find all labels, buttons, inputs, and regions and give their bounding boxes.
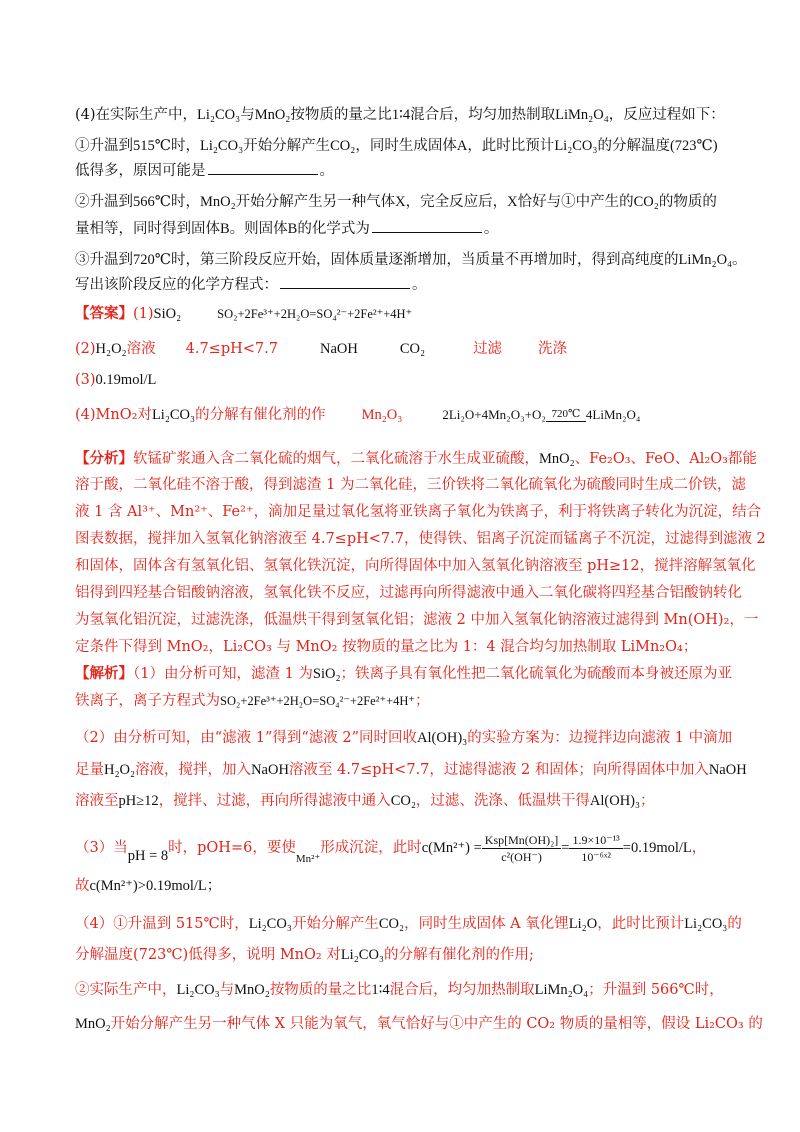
answer-line-1 <box>75 304 735 324</box>
explain-line-5 <box>75 791 735 811</box>
text: ②实际生产中， <box>75 982 177 998</box>
text: 洗涤 <box>538 341 568 357</box>
text: ③升温到 <box>75 252 133 268</box>
greater-than: > <box>137 878 146 894</box>
text: 按物质的量之比 <box>269 982 372 998</box>
analysis-label: 【分析】 <box>75 450 133 467</box>
formula-mn2plus: Mn²⁺ <box>295 853 321 865</box>
analysis-line-5 <box>75 556 756 576</box>
text: 的分解有催化剂的作 <box>195 407 326 423</box>
answer-blank[interactable] <box>208 160 318 175</box>
concentration-mn: c(Mn²⁺) = <box>421 840 482 856</box>
analysis-line-3 <box>75 502 762 522</box>
explain-line-4 <box>75 760 747 780</box>
text: 与 <box>219 982 235 998</box>
explain-line-3 <box>75 728 735 748</box>
fraction-numerator: Ksp[Mn(OH)₂] <box>482 832 562 849</box>
reaction-arrow <box>546 408 586 422</box>
explain-line-7 <box>75 876 735 896</box>
formula-li2co3: Li₂CO₃ <box>684 916 728 932</box>
analysis-line-8 <box>75 637 735 657</box>
text: ，搅拌、过滤，再向所得滤液中通入 <box>158 793 391 809</box>
text: 为氢氧化铝沉淀，过滤洗涤，低温烘干得到氢氧化铝；滤液 2 中加入氢氧化钠溶液过滤得到 Mn(OH)₂，一 <box>75 612 759 628</box>
gas-x: X <box>507 194 518 210</box>
formula-li2co3: Li₂CO₃ <box>554 138 598 154</box>
q4-step3-cont <box>75 274 735 295</box>
text: （2）由分析可知，由“滤液 1”得到“滤液 2”同时回收 <box>75 730 418 746</box>
formula-li2co3: Li₂CO₃ <box>340 947 384 963</box>
ph-range: 4.7≤pH<7.7 <box>185 341 278 357</box>
answer-blank[interactable] <box>280 274 410 289</box>
formula-aloh3: Al(OH)₃ <box>589 793 641 809</box>
formula-limn2o4: LiMn₂O₄ <box>534 982 589 998</box>
text: 的分解有催化剂的作用; <box>383 947 534 963</box>
formula-naoh: NaOH <box>251 762 289 778</box>
text: 。 <box>732 252 747 268</box>
text: 故 <box>75 878 90 894</box>
answer-line-3 <box>75 370 735 390</box>
text: 液 1 含 Al³⁺、Mn²⁺、Fe²⁺，滴加足量过氧化氢将亚铁离子氧化为铁离子，利于将铁离子转化为沉淀，结合 <box>75 504 762 520</box>
text: 溶液至 <box>75 793 119 809</box>
text: ； <box>640 793 655 809</box>
text: 溶液至 4.7≤pH<7.7，过滤得滤液 2 和固体；向所得固体中加入 <box>288 762 709 778</box>
text: 开始分解产生另一种气体 <box>235 194 396 210</box>
text: (4)在实际生产中， <box>75 107 198 123</box>
fraction-denominator: 10⁻⁶ˣ² <box>581 849 611 864</box>
answer-num: (4)MnO₂对 <box>75 407 152 423</box>
q4-step2-cont <box>75 218 735 239</box>
explain-line-9 <box>75 945 735 965</box>
formula-co2: CO₂ <box>330 138 356 154</box>
text: 时， <box>170 194 200 210</box>
temperature: 566℃ <box>133 194 171 210</box>
answer-line-4 <box>75 405 735 425</box>
formula-co2: CO₂ <box>390 793 416 809</box>
text: （3）当 <box>75 840 128 856</box>
text: 时， <box>170 138 200 154</box>
q4-step3 <box>75 250 747 270</box>
text: 和固体，固体含有氢氧化铝、氢氧化铁沉淀，向所得固体中加入氢氧化钠溶液至 pH≥12，搅拌溶解氢氧化 <box>75 558 756 574</box>
formula-naoh: NaOH <box>708 762 747 778</box>
text: 。 <box>412 277 427 293</box>
text: 开始分解产生另一种气体 X 只能为氧气，氧气恰好与①中产生的 CO₂ 物质的量相等，假设 Li₂CO₃ 的 <box>110 1016 763 1032</box>
text: 量相等，同时得到固体 <box>75 221 220 237</box>
formula-mno2: MnO₂ <box>75 1016 111 1032</box>
reaction-condition: 720℃ <box>551 408 581 420</box>
analysis-line-4 <box>75 529 766 549</box>
answer-value: 0.19mol/L <box>95 372 157 388</box>
fraction-ksp <box>482 832 562 865</box>
answer-num: (1) <box>133 306 154 322</box>
explain-line-6 <box>75 828 735 868</box>
text: 与 <box>240 107 255 123</box>
text: ，过滤、洗涤、低温烘干得 <box>415 793 590 809</box>
formula-co2: CO₂ <box>378 916 405 932</box>
text: ，反应过程如下： <box>608 107 725 123</box>
formula-naoh: NaOH <box>319 341 358 357</box>
ph-condition: pH≥12 <box>118 793 159 809</box>
q4-step1 <box>75 136 735 156</box>
temperature: 720℃ <box>133 252 171 268</box>
answer-equation: SO₂+2Fe³⁺+2H₂O=SO₄²⁻+2Fe²⁺+4H⁺ <box>217 307 413 321</box>
text: 、Fe₂O₃、FeO、Al₂O₃都能 <box>574 451 757 467</box>
text: 。 <box>319 163 334 179</box>
text: 溶于酸，二氧化硅不溶于酸，得到滤渣 1 为二氧化硅，三价铁将二氧化硫氧化为硫酸同时生成二价铁，滤 <box>75 477 746 493</box>
text: ，此时比预计 <box>597 916 685 932</box>
formula-limn2o4: LiMn₂O₄ <box>555 107 609 123</box>
text: 的实验方案为：边搅拌边向滤液 1 中滴加 <box>467 730 733 746</box>
text: ，同时生成固体 A 氧化锂 <box>404 916 569 932</box>
formula-sio2: SiO₂ <box>153 306 182 322</box>
ph-value: pH = 8 <box>127 848 169 864</box>
text: 低得多，原因可能是 <box>75 163 206 179</box>
formula-mno2: MnO₂ <box>254 107 291 123</box>
answer-blank[interactable] <box>372 218 482 233</box>
text: ，完全反应后， <box>405 194 508 210</box>
text: 溶液 <box>126 341 156 357</box>
text: 铁离子，离子方程式为 <box>75 693 220 709</box>
result-value: 0.19mol/L； <box>145 878 222 894</box>
text: 定条件下得到 MnO₂，Li₂CO₃ 与 MnO₂ 按物质的量之比为 1：4 混合均匀加热制取 LiMn₂O₄； <box>75 639 698 655</box>
text: 时，pOH=6，要使 <box>168 840 296 856</box>
ionic-equation: SO₂+2Fe³⁺+2H₂O=SO₄²⁻+2Fe²⁺+4H⁺ <box>220 694 415 708</box>
fraction-denominator: c²(OH⁻) <box>501 849 542 864</box>
explain-line-8 <box>75 914 742 934</box>
text: （4）①升温到 515℃时， <box>75 916 249 932</box>
fraction-numerator: 1.9×10⁻¹³ <box>569 832 622 849</box>
text: ， <box>691 840 707 856</box>
text: 写出该阶段反应的化学方程式： <box>75 277 278 293</box>
analysis-line-6 <box>75 583 742 603</box>
answer-label: 【答案】 <box>75 305 133 322</box>
text: ，同时生成固体 <box>355 138 457 154</box>
text: 按物质的量之比 <box>290 107 392 123</box>
text: 。则固体 <box>229 221 288 237</box>
temperature: 515℃ <box>133 138 171 154</box>
explain-line-1 <box>75 664 735 684</box>
text: ，此时比预计 <box>467 138 555 154</box>
formula-co2: CO₂ <box>399 341 426 357</box>
text: 开始分解产生 <box>243 138 331 154</box>
formula-mno2: MnO₂ <box>199 194 236 210</box>
q4-step1-cont <box>75 160 735 181</box>
text: （1）由分析可知，滤渣 1 为 <box>133 666 313 682</box>
equation-left: 2Li₂O+4Mn₂O₃+O₂ <box>442 407 546 422</box>
text: 混合后，均匀加热制取 <box>410 107 556 123</box>
formula-co2: CO₂ <box>633 194 659 210</box>
text: 分解温度(723℃)低得多，说明 MnO₂ 对 <box>75 947 341 963</box>
explain-label: 【解析】 <box>75 665 133 682</box>
q4-step2 <box>75 192 735 212</box>
text: 的 <box>727 916 742 932</box>
text: 开始分解产生 <box>291 916 379 932</box>
fraction-value <box>569 832 622 865</box>
q4-intro <box>75 105 735 125</box>
text: 的化学式为 <box>297 221 370 237</box>
text: 形成沉淀，此时 <box>320 840 422 856</box>
text: 溶液，搅拌，加入 <box>135 762 252 778</box>
solid-b: B <box>287 221 298 237</box>
formula-aloh3: Al(OH)₃ <box>417 730 468 746</box>
text: ①升温到 <box>75 138 133 154</box>
text: ； <box>415 693 430 709</box>
answer-num: (3) <box>75 372 96 388</box>
text: ；铁离子具有氧化性把二氧化硫氧化为硫酸而本身被还原为亚 <box>340 666 733 682</box>
formula-h2o2: H₂O₂ <box>95 341 127 357</box>
formula-li2o: Li₂O <box>568 916 598 932</box>
text: 图表数据，搅拌加入氢氧化钠溶液至 4.7≤pH<7.7，使得铁、铝离子沉淀而锰离子不沉淀，过滤得到滤液 2 <box>75 531 766 547</box>
ratio: 1∶4 <box>371 982 390 998</box>
answer-line-2 <box>75 339 735 359</box>
formula-li2co3: Li₂CO₃ <box>199 138 244 154</box>
text: 混合后，均匀加热制取 <box>389 982 535 998</box>
formula-li2co3: Li₂CO₃ <box>197 107 241 123</box>
text: ；升温到 566℃时， <box>588 982 724 998</box>
answer-num: (2) <box>75 341 96 357</box>
text: 铝得到四羟基合铝酸钠溶液，氢氧化铁不反应，过滤再向所得滤液中通入二氧化碳将四羟基合铝酸钠转化 <box>75 585 742 601</box>
text: 软锰矿浆通入含二氧化硫的烟气，二氧化硫溶于水生成亚硫酸， <box>133 451 539 467</box>
ratio: 1∶4 <box>391 107 411 123</box>
text: ②升温到 <box>75 194 133 210</box>
solid-b: B <box>220 221 230 237</box>
equals: = <box>561 840 570 856</box>
formula-h2o2: H₂O₂ <box>104 762 136 778</box>
text: 时，第三阶段反应开始，固体质量逐渐增加，当质量不再增加时，得到高纯度的 <box>170 252 679 268</box>
gas-x: X <box>395 194 406 210</box>
formula-li2co3: Li₂CO₃ <box>176 982 220 998</box>
analysis-line-7 <box>75 610 759 630</box>
equation-right: 4LiMn₂O₄ <box>585 407 641 422</box>
text: 过滤 <box>473 341 503 357</box>
formula-limn2o4: LiMn₂O₄ <box>678 252 733 268</box>
solid-a: A <box>456 138 468 154</box>
text: 的物质的 <box>658 194 717 210</box>
concentration-mn: c(Mn²⁺) <box>89 878 138 894</box>
explain-line-10 <box>75 980 735 1000</box>
text: 。 <box>483 221 499 237</box>
formula-sio2: SiO₂ <box>312 666 341 682</box>
analysis-line-2 <box>75 475 746 495</box>
formula-mn2o3: Mn₂O₃ <box>361 407 403 423</box>
explain-line-11 <box>75 1014 763 1034</box>
temperature: (723℃) <box>669 138 718 154</box>
result-value: =0.19mol/L <box>622 840 692 856</box>
formula-li2co3: Li₂CO₃ <box>151 407 196 423</box>
formula-mno2: MnO₂ <box>539 451 575 467</box>
text: 足量 <box>75 762 104 778</box>
analysis-line-1 <box>75 449 757 469</box>
formula-li2co3: Li₂CO₃ <box>248 916 292 932</box>
formula-mno2: MnO₂ <box>234 982 270 998</box>
text: 恰好与①中产生的 <box>517 194 634 210</box>
explain-line-2 <box>75 691 735 711</box>
text: 的分解温度 <box>597 138 670 154</box>
